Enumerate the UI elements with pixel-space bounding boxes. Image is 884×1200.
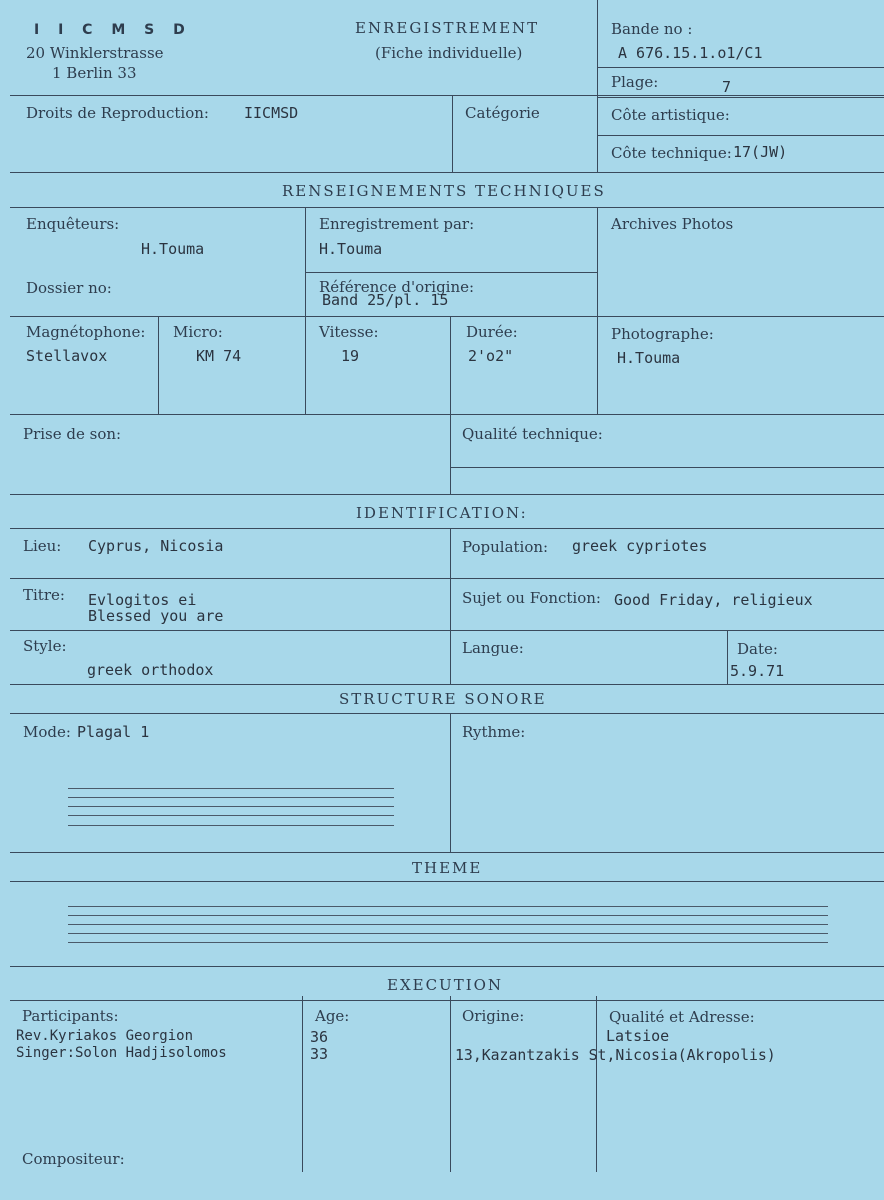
archives-photos-label: Archives Photos (611, 215, 734, 233)
staff-line (68, 915, 828, 916)
rule (598, 97, 884, 98)
staff-line (68, 933, 828, 934)
dossier-label: Dossier no: (26, 279, 112, 297)
staff-line (68, 815, 394, 816)
micro-label: Micro: (173, 323, 223, 341)
prise-de-son-label: Prise de son: (23, 425, 122, 443)
magnetophone-label: Magnétophone: (26, 323, 146, 341)
rule (10, 207, 884, 208)
rule (158, 316, 159, 414)
age-2: 33 (310, 1045, 329, 1063)
section-structure-heading: STRUCTURE SONORE (339, 690, 547, 708)
rule (450, 528, 451, 684)
rule (10, 630, 884, 631)
date-value: 5.9.71 (730, 662, 785, 680)
titre-label: Titre: (23, 586, 65, 604)
droits-label: Droits de Reproduction: (26, 104, 209, 122)
rule (598, 67, 884, 68)
sujet-label: Sujet ou Fonction: (462, 589, 601, 607)
section-execution-heading: EXECUTION (387, 976, 504, 994)
rule (727, 630, 728, 684)
participants-label: Participants: (22, 1007, 119, 1025)
enregistrement-label: Enregistrement par: (319, 215, 475, 233)
rule (10, 684, 884, 685)
categorie-label: Catégorie (465, 104, 540, 122)
rule (450, 316, 451, 414)
micro-value: KM 74 (196, 347, 242, 365)
staff-line (68, 797, 394, 798)
staff-line (68, 906, 828, 907)
sujet-value: Good Friday, religieux (614, 591, 813, 609)
compositeur-label: Compositeur: (22, 1150, 125, 1168)
rule (10, 578, 884, 579)
photographe-label: Photographe: (611, 325, 714, 343)
duree-label: Durée: (466, 323, 518, 341)
mode-label: Mode: (23, 723, 71, 741)
staff-line (68, 924, 828, 925)
rule (10, 881, 884, 882)
section-identification-heading: IDENTIFICATION: (356, 504, 528, 522)
org-name: I I C M S D (34, 22, 192, 38)
titre-value-line2: Blessed you are (88, 607, 224, 625)
cote-artistique-label: Côte artistique: (611, 106, 730, 124)
rule (10, 1000, 884, 1001)
rule (10, 494, 884, 495)
rule (597, 0, 598, 172)
age-1: 36 (310, 1028, 329, 1046)
address-line1: 20 Winklerstrasse (26, 44, 164, 62)
form-title: ENREGISTREMENT (355, 19, 540, 37)
rule (10, 966, 884, 967)
cote-technique-label: Côte technique: (611, 144, 732, 162)
duree-value: 2'o2" (468, 347, 514, 365)
staff-line (68, 806, 394, 807)
style-label: Style: (23, 637, 67, 655)
rule (10, 713, 884, 714)
section-theme-heading: THEME (412, 859, 483, 877)
staff-line (68, 788, 394, 789)
plage-label: Plage: (611, 73, 659, 91)
origine-label: Origine: (462, 1007, 525, 1025)
qualite-technique-label: Qualité technique: (462, 425, 603, 443)
mode-value: Plagal 1 (77, 723, 150, 741)
origine-value: 13,Kazantzakis St,Nicosia(Akropolis) (455, 1047, 776, 1064)
bande-value: A 676.15.1.o1/C1 (618, 44, 763, 62)
rule (305, 207, 306, 414)
bande-label: Bande no : (611, 20, 693, 38)
style-value: greek orthodox (87, 661, 214, 679)
lieu-label: Lieu: (23, 537, 62, 555)
form-subtitle: (Fiche individuelle) (375, 44, 523, 62)
magnetophone-value: Stellavox (26, 347, 108, 365)
rule (596, 996, 597, 1172)
rule (10, 95, 884, 96)
cote-technique-value: 17(JW) (733, 143, 788, 161)
rule (10, 528, 884, 529)
vitesse-value: 19 (341, 347, 360, 365)
population-label: Population: (462, 538, 549, 556)
participant-2: Singer:Solon Hadjisolomos (16, 1045, 227, 1061)
population-value: greek cypriotes (572, 537, 708, 555)
address-line2: 1 Berlin 33 (52, 64, 137, 82)
photographe-value: H.Touma (617, 349, 681, 367)
section-technique-heading: RENSEIGNEMENTS TECHNIQUES (282, 182, 606, 200)
rule (10, 414, 884, 415)
rule (10, 316, 884, 317)
rule (450, 996, 451, 1172)
age-label: Age: (315, 1007, 350, 1025)
rule (598, 135, 884, 136)
reference-label: Référence d'origine: (319, 278, 475, 296)
rule (10, 852, 884, 853)
rule (302, 996, 303, 1172)
lieu-value: Cyprus, Nicosia (88, 537, 224, 555)
vitesse-label: Vitesse: (319, 323, 379, 341)
droits-value: IICMSD (244, 104, 299, 122)
rule (10, 172, 884, 173)
enqueteurs-label: Enquêteurs: (26, 215, 120, 233)
staff-line (68, 825, 394, 826)
titre-value-line1: Evlogitos ei (88, 591, 197, 609)
rythme-label: Rythme: (462, 723, 526, 741)
enregistrement-value: H.Touma (319, 240, 383, 258)
qualite-adresse-label: Qualité et Adresse: (609, 1008, 755, 1026)
participant-1: Rev.Kyriakos Georgion (16, 1028, 194, 1044)
rule (597, 207, 598, 414)
rule (450, 414, 451, 494)
qualite-adresse-value: Latsioe (606, 1027, 670, 1045)
date-label: Date: (737, 640, 778, 658)
enqueteurs-value: H.Touma (141, 240, 205, 258)
rule (305, 272, 598, 273)
langue-label: Langue: (462, 639, 524, 657)
rule (450, 467, 884, 468)
staff-line (68, 942, 828, 943)
rule (452, 95, 453, 172)
plage-value: 7 (722, 78, 732, 96)
reference-value: Band 25/pl. 15 (322, 291, 449, 309)
rule (450, 713, 451, 852)
